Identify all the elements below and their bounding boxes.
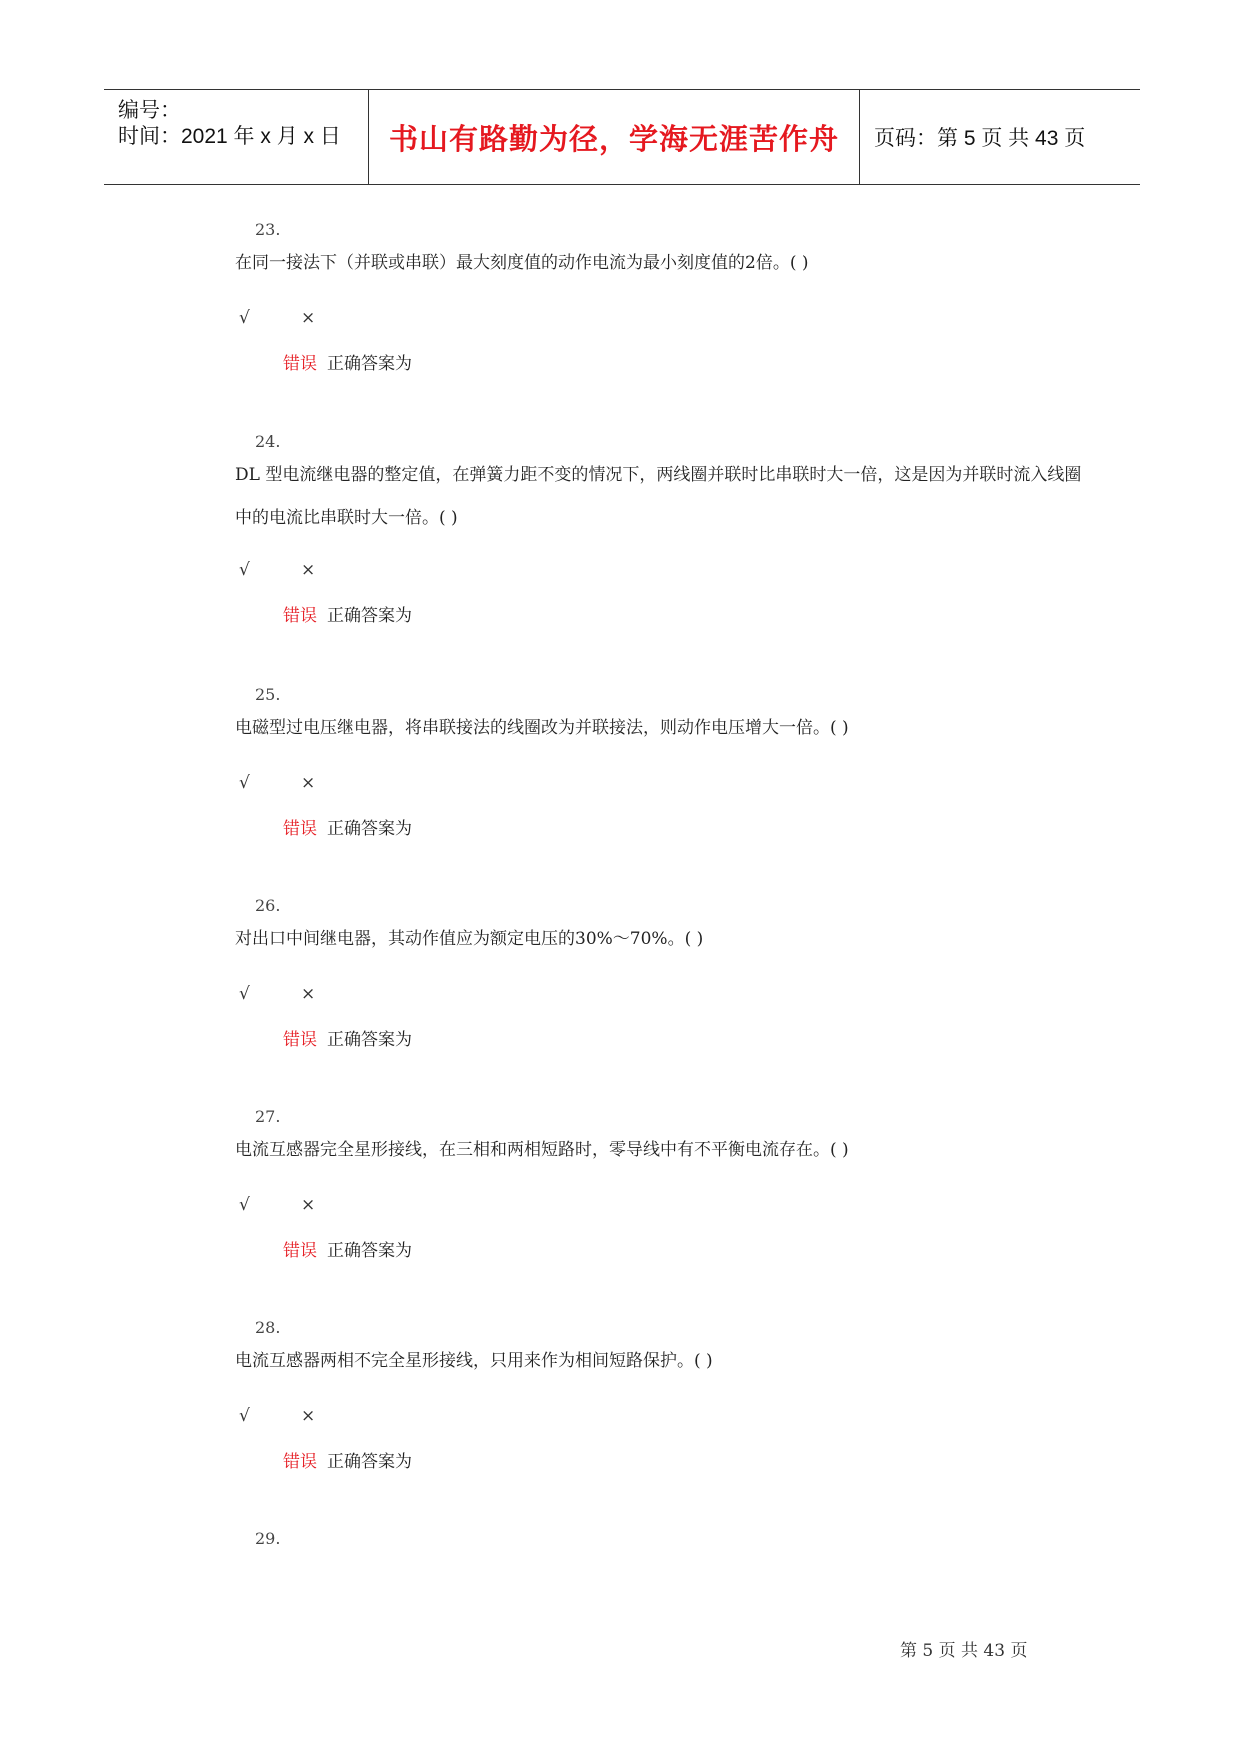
page-footer: 第 5 页 共 43 页	[900, 1641, 1028, 1661]
false-option[interactable]: ×	[301, 1195, 316, 1215]
true-option[interactable]: √	[239, 984, 250, 1004]
false-option[interactable]: ×	[301, 773, 316, 793]
answer-options	[239, 560, 315, 580]
true-option[interactable]: √	[239, 773, 250, 793]
answer-options	[239, 773, 315, 793]
result-status: 错误	[283, 1241, 317, 1261]
result-status: 错误	[283, 1452, 317, 1472]
correct-answer-label: 正确答案为	[327, 1452, 412, 1472]
question-number: 26.	[255, 896, 281, 915]
true-option[interactable]: √	[239, 560, 250, 580]
true-option[interactable]: √	[239, 1406, 250, 1426]
correct-answer-label: 正确答案为	[327, 354, 412, 374]
question-text: DL 型电流继电器的整定值，在弹簧力距不变的情况下，两线圈并联时比串联时大一倍，这是因为并联时流入线圈中的电流比串联时大一倍。( )	[235, 465, 1082, 528]
question-number: 29.	[255, 1529, 281, 1548]
correct-answer-label: 正确答案为	[327, 1030, 412, 1050]
true-option[interactable]: √	[239, 308, 250, 328]
result-line	[283, 814, 412, 839]
result-line	[283, 1025, 412, 1050]
question-number: 25.	[255, 685, 281, 704]
result-status: 错误	[283, 354, 317, 374]
question-number: 24.	[255, 432, 281, 451]
result-status: 错误	[283, 819, 317, 839]
result-line	[283, 1447, 412, 1472]
question-number: 27.	[255, 1107, 281, 1126]
correct-answer-label: 正确答案为	[327, 606, 412, 626]
motto-text: 书山有路勤为径，学海无涯苦作舟	[388, 121, 839, 156]
result-line	[283, 349, 412, 374]
answer-options	[239, 984, 315, 1004]
question-text: 在同一接法下（并联或串联）最大刻度值的动作电流为最小刻度值的2倍。( )	[235, 253, 809, 273]
header-motto-cell	[369, 90, 860, 184]
answer-options	[239, 308, 315, 328]
serial-label: 编号：	[118, 99, 181, 122]
false-option[interactable]: ×	[301, 1406, 316, 1426]
false-option[interactable]: ×	[301, 984, 316, 1004]
result-status: 错误	[283, 1030, 317, 1050]
false-option[interactable]: ×	[301, 560, 316, 580]
question-text: 电流互感器两相不完全星形接线，只用来作为相间短路保护。( )	[235, 1351, 713, 1371]
question-text: 电磁型过电压继电器，将串联接法的线圈改为并联接法，则动作电压增大一倍。( )	[235, 718, 849, 738]
result-status: 错误	[283, 606, 317, 626]
question-text: 对出口中间继电器，其动作值应为额定电压的30%～70%。( )	[235, 929, 704, 949]
correct-answer-label: 正确答案为	[327, 1241, 412, 1261]
result-line	[283, 601, 412, 626]
false-option[interactable]: ×	[301, 308, 316, 328]
page-header	[104, 89, 1140, 185]
answer-options	[239, 1195, 315, 1215]
time-label: 时间：2021 年 x 月 x 日	[118, 125, 341, 148]
header-page-cell	[860, 90, 1140, 184]
result-line	[283, 1236, 412, 1261]
question-number: 23.	[255, 220, 281, 239]
question-text: 电流互感器完全星形接线，在三相和两相短路时，零导线中有不平衡电流存在。( )	[235, 1140, 849, 1160]
answer-options	[239, 1406, 315, 1426]
header-meta-cell	[104, 90, 369, 184]
question-number: 28.	[255, 1318, 281, 1337]
correct-answer-label: 正确答案为	[327, 819, 412, 839]
true-option[interactable]: √	[239, 1195, 250, 1215]
page-code: 页码：第 5 页 共 43 页	[874, 127, 1086, 150]
